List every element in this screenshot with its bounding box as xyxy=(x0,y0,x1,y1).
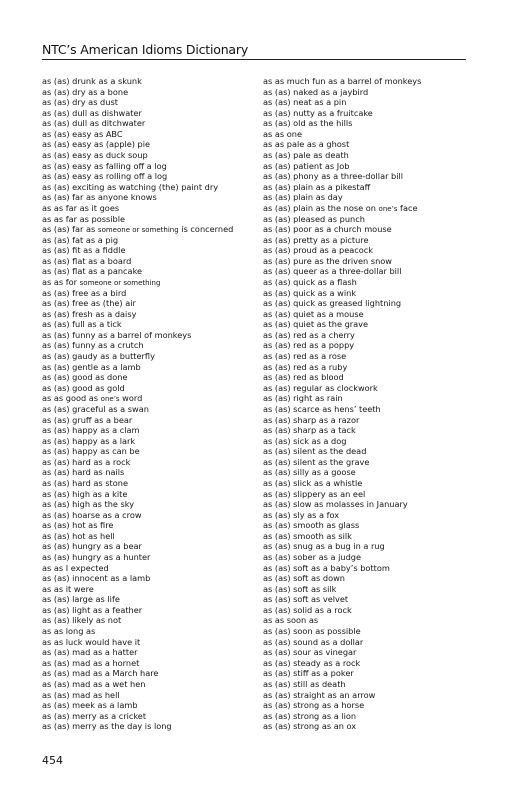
entry-text: as (as) patient as Job xyxy=(263,160,350,171)
entry-text: as (as) sharp as a razor xyxy=(263,414,360,425)
entry-text: as (as) strong as an ox xyxy=(263,721,357,732)
entry-text: as (as) high as the sky xyxy=(42,499,135,510)
entry-text: as (as) merry as the day is long xyxy=(42,721,172,732)
idiom-entry xyxy=(263,76,473,87)
idiom-entry xyxy=(42,351,252,362)
idiom-entry xyxy=(42,679,252,690)
idiom-entry xyxy=(42,594,252,605)
entry-text: as (as) sober as a judge xyxy=(263,552,362,563)
idiom-entry xyxy=(263,150,473,161)
entry-text: as (as) proud as a peacock xyxy=(263,245,374,256)
entry-text: as (as) good as gold xyxy=(42,382,125,393)
entry-text: as (as) graceful as a swan xyxy=(42,403,149,414)
entry-text: as (as) quick as a flash xyxy=(263,276,357,287)
entry-text: as (as) pure as the driven snow xyxy=(263,255,392,266)
entry-text: as (as) happy as a clam xyxy=(42,425,140,436)
idiom-entry xyxy=(263,383,473,394)
idiom-entry xyxy=(42,298,252,309)
entry-text: as (as) scarce as hens’ teeth xyxy=(263,403,381,414)
entry-text: as (as) nutty as a fruitcake xyxy=(263,107,373,118)
entry-text: as (as) hot as hell xyxy=(42,530,115,541)
idiom-entry xyxy=(263,309,473,320)
entry-text: as (as) funny as a crutch xyxy=(42,340,144,351)
entry-text: as (as) red as a ruby xyxy=(263,361,348,372)
entry-text: as (as) gruff as a bear xyxy=(42,414,133,425)
entry-text: as (as) meek as a lamb xyxy=(42,700,138,711)
entry-text: as as far as possible xyxy=(42,213,126,224)
idiom-entry xyxy=(42,256,252,267)
entry-text: as (as) funny as a barrel of monkeys xyxy=(42,329,192,340)
idiom-entry xyxy=(42,118,252,129)
idiom-entry xyxy=(42,245,252,256)
idiom-entry xyxy=(42,489,252,500)
entry-text: as (as) smooth as silk xyxy=(263,530,352,541)
entry-text: as (as) sly as a fox xyxy=(263,509,340,520)
idiom-entry xyxy=(42,139,252,150)
idiom-entry xyxy=(263,457,473,468)
entry-text: as (as) happy as a lark xyxy=(42,435,136,446)
idiom-entry xyxy=(42,690,252,701)
entry-text: as (as) hoarse as a crow xyxy=(42,509,142,520)
entry-text: as (as) silent as the grave xyxy=(263,456,370,467)
entry-text: as (as) red as a rose xyxy=(263,351,347,362)
entry-text: as as pale as a ghost xyxy=(263,139,350,150)
page-number: 454 xyxy=(42,754,63,767)
idiom-entry xyxy=(42,76,252,87)
entry-text: as (as) red as a cherry xyxy=(263,329,355,340)
placeholder-word: one’s xyxy=(100,395,120,404)
entry-text: as (as) light as a feather xyxy=(42,604,143,615)
idiom-entry xyxy=(263,298,473,309)
idiom-entry xyxy=(263,478,473,489)
idiom-entry xyxy=(42,446,252,457)
entry-text: face xyxy=(397,202,418,213)
entry-text: as (as) hot as fire xyxy=(42,520,114,531)
idiom-entry xyxy=(42,425,252,436)
idiom-entry xyxy=(263,679,473,690)
entry-text: as (as) mad as a wet hen xyxy=(42,678,146,689)
idiom-entry xyxy=(263,541,473,552)
entry-text: as (as) slow as molasses in January xyxy=(263,499,408,510)
idiom-entry xyxy=(42,277,252,288)
idiom-entry xyxy=(263,415,473,426)
entry-text: as (as) silent as the dead xyxy=(263,446,367,457)
entry-text: as (as) solid as a rock xyxy=(263,604,352,615)
entry-text: as (as) quiet as a mouse xyxy=(263,308,364,319)
idiom-entry xyxy=(263,87,473,98)
idiom-entry xyxy=(42,531,252,542)
entry-text: as (as) good as done xyxy=(42,372,128,383)
idiom-entry xyxy=(263,499,473,510)
idiom-entry xyxy=(42,615,252,626)
idiom-entry xyxy=(42,214,252,225)
idiom-entry xyxy=(263,288,473,299)
entry-text: as (as) fit as a fiddle xyxy=(42,245,126,256)
entry-text: as (as) happy as can be xyxy=(42,446,140,457)
idiom-entry xyxy=(42,520,252,531)
idiom-entry xyxy=(42,510,252,521)
idiom-entry xyxy=(42,97,252,108)
entry-text: as (as) sour as vinegar xyxy=(263,647,357,658)
idiom-entry xyxy=(42,658,252,669)
idiom-entry xyxy=(263,700,473,711)
idiom-entry xyxy=(263,245,473,256)
entry-text: as (as) red as blood xyxy=(263,372,344,383)
idiom-entry xyxy=(42,383,252,394)
idiom-entry xyxy=(263,647,473,658)
idiom-entry xyxy=(263,372,473,383)
idiom-entry xyxy=(263,573,473,584)
idiom-entry xyxy=(263,584,473,595)
idiom-entry xyxy=(42,182,252,193)
entry-text: as (as) regular as clockwork xyxy=(263,382,378,393)
entry-text: as (as) gentle as a lamb xyxy=(42,361,141,372)
entry-text: as (as) mad as hell xyxy=(42,689,120,700)
entry-text: word xyxy=(119,393,143,404)
idiom-entry xyxy=(42,224,252,235)
entry-text: as as long as xyxy=(42,626,96,637)
entry-text: as (as) free as (the) air xyxy=(42,298,136,309)
entry-text: as (as) old as the hills xyxy=(263,118,353,129)
idiom-entry xyxy=(263,711,473,722)
entry-text: as (as) silly as a goose xyxy=(263,467,356,478)
entry-text: as (as) easy as rolling off a log xyxy=(42,171,168,182)
idiom-entry xyxy=(42,150,252,161)
placeholder-word: someone or something xyxy=(97,226,179,235)
idiom-entry xyxy=(42,541,252,552)
idiom-entry xyxy=(263,340,473,351)
idiom-entry xyxy=(42,309,252,320)
entry-text: as (as) innocent as a lamb xyxy=(42,573,151,584)
entry-text: as (as) drunk as a skunk xyxy=(42,76,142,86)
idiom-entry xyxy=(263,489,473,500)
entry-text: as (as) hungry as a bear xyxy=(42,541,142,552)
entry-text: as (as) smooth as glass xyxy=(263,520,360,531)
idiom-entry xyxy=(263,615,473,626)
entry-text: as (as) dry as a bone xyxy=(42,86,129,97)
idiom-entry xyxy=(42,436,252,447)
left-entry-column xyxy=(42,76,252,732)
idiom-entry xyxy=(42,668,252,679)
idiom-entry xyxy=(263,266,473,277)
entry-text: as as much fun as a barrel of monkeys xyxy=(263,76,422,86)
idiom-entry xyxy=(42,288,252,299)
entry-text: as (as) likely as not xyxy=(42,615,122,626)
idiom-entry xyxy=(263,256,473,267)
idiom-entry xyxy=(263,214,473,225)
idiom-entry xyxy=(42,637,252,648)
idiom-entry xyxy=(42,415,252,426)
entry-text: as (as) soft as velvet xyxy=(263,594,349,605)
idiom-entry xyxy=(263,161,473,172)
idiom-entry xyxy=(42,235,252,246)
entry-text: as (as) plain as day xyxy=(263,192,343,203)
idiom-entry xyxy=(42,573,252,584)
idiom-entry xyxy=(263,531,473,542)
idiom-entry xyxy=(263,721,473,732)
entry-text: as (as) easy as (apple) pie xyxy=(42,139,151,150)
entry-text: as (as) large as life xyxy=(42,594,120,605)
idiom-entry xyxy=(42,552,252,563)
entry-text: as (as) soft as silk xyxy=(263,583,337,594)
entry-text: as (as) neat as a pin xyxy=(263,97,347,108)
idiom-entry xyxy=(42,330,252,341)
idiom-entry xyxy=(263,637,473,648)
entry-text: as (as) slippery as an eel xyxy=(263,488,366,499)
idiom-entry xyxy=(263,658,473,669)
entry-text: as (as) soft as down xyxy=(263,573,345,584)
entry-text: as (as) dull as ditchwater xyxy=(42,118,146,129)
entry-text: as (as) dull as dishwater xyxy=(42,107,142,118)
right-entry-column xyxy=(263,76,473,732)
entry-text: as (as) exciting as watching (the) paint dry xyxy=(42,181,219,192)
idiom-entry xyxy=(42,457,252,468)
entry-text: as (as) fresh as a daisy xyxy=(42,308,137,319)
entry-text: as (as) flat as a pancake xyxy=(42,266,143,277)
idiom-entry xyxy=(263,108,473,119)
idiom-entry xyxy=(263,690,473,701)
entry-text: as (as) soft as a baby’s bottom xyxy=(263,562,390,573)
entry-text: as (as) right as rain xyxy=(263,393,343,404)
idiom-entry xyxy=(263,362,473,373)
entry-text: as (as) pleased as punch xyxy=(263,213,365,224)
idiom-entry xyxy=(263,330,473,341)
entry-text: as (as) far as anyone knows xyxy=(42,192,157,203)
entry-text: as (as) poor as a church mouse xyxy=(263,224,392,235)
idiom-entry xyxy=(42,700,252,711)
entry-text: as (as) sound as a dollar xyxy=(263,636,364,647)
entry-text: as (as) hungry as a hunter xyxy=(42,552,151,563)
idiom-entry xyxy=(42,372,252,383)
entry-text: is concerned xyxy=(178,224,234,235)
idiom-entry xyxy=(42,87,252,98)
placeholder-word: one’s xyxy=(378,204,398,213)
entry-text: as as luck would have it xyxy=(42,636,141,647)
idiom-entry xyxy=(42,605,252,616)
idiom-entry xyxy=(263,668,473,679)
idiom-entry xyxy=(263,425,473,436)
entry-text: as (as) quick as greased lightning xyxy=(263,298,402,309)
idiom-entry xyxy=(42,362,252,373)
entry-text: as (as) gaudy as a butterfly xyxy=(42,351,155,362)
entry-text: as (as) plain as the nose on xyxy=(263,202,379,213)
entry-text: as (as) phony as a three-dollar bill xyxy=(263,171,404,182)
entry-text: as as one xyxy=(263,128,303,139)
idiom-entry xyxy=(263,436,473,447)
entry-text: as as soon as xyxy=(263,615,319,626)
idiom-entry xyxy=(42,319,252,330)
page-header-title: NTC’s American Idioms Dictionary xyxy=(42,42,249,57)
idiom-entry xyxy=(263,277,473,288)
idiom-entry xyxy=(263,605,473,616)
entry-text: as (as) easy as ABC xyxy=(42,128,123,139)
idiom-entry xyxy=(42,404,252,415)
entry-text: as (as) red as a poppy xyxy=(263,340,355,351)
entry-text: as (as) still as death xyxy=(263,678,346,689)
idiom-entry xyxy=(263,203,473,214)
entry-text: as (as) slick as a whistle xyxy=(263,477,363,488)
entry-text: as (as) sick as a dog xyxy=(263,435,347,446)
entry-text: as as for xyxy=(42,276,80,287)
idiom-entry xyxy=(42,108,252,119)
idiom-entry xyxy=(42,129,252,140)
entry-text: as as I expected xyxy=(42,562,109,573)
idiom-entry xyxy=(263,171,473,182)
entry-text: as (as) pale as death xyxy=(263,150,349,161)
idiom-entry xyxy=(263,118,473,129)
idiom-entry xyxy=(42,393,252,404)
idiom-entry xyxy=(263,224,473,235)
idiom-entry xyxy=(42,467,252,478)
idiom-entry xyxy=(42,647,252,658)
idiom-entry xyxy=(42,721,252,732)
idiom-entry xyxy=(263,552,473,563)
idiom-entry xyxy=(42,626,252,637)
entry-text: as (as) plain as a pikestaff xyxy=(263,181,371,192)
idiom-entry xyxy=(263,235,473,246)
idiom-entry xyxy=(263,626,473,637)
idiom-entry xyxy=(42,266,252,277)
idiom-entry xyxy=(263,467,473,478)
header-rule xyxy=(42,59,466,60)
entry-text: as (as) stiff as a poker xyxy=(263,668,354,679)
entry-text: as as far as it goes xyxy=(42,202,120,213)
entry-text: as (as) high as a kite xyxy=(42,488,128,499)
entry-text: as (as) quiet as the grave xyxy=(263,319,369,330)
idiom-entry xyxy=(42,340,252,351)
entry-text: as as it were xyxy=(42,583,94,594)
idiom-entry xyxy=(42,478,252,489)
entry-text: as as good as xyxy=(42,393,101,404)
entry-text: as (as) pretty as a picture xyxy=(263,234,369,245)
idiom-entry xyxy=(263,510,473,521)
entry-text: as (as) mad as a March hare xyxy=(42,668,159,679)
idiom-entry xyxy=(263,129,473,140)
entry-text: as (as) queer as a three-dollar bill xyxy=(263,266,402,277)
entry-text: as (as) hard as a rock xyxy=(42,456,131,467)
idiom-entry xyxy=(263,446,473,457)
entry-text: as (as) quick as a wink xyxy=(263,287,357,298)
idiom-entry xyxy=(42,171,252,182)
entry-text: as (as) soon as possible xyxy=(263,626,361,637)
idiom-entry xyxy=(42,203,252,214)
entry-text: as (as) snug as a bug in a rug xyxy=(263,541,385,552)
entry-text: as (as) strong as a lion xyxy=(263,710,357,721)
entry-text: as (as) hard as nails xyxy=(42,467,125,478)
entry-text: as (as) mad as a hatter xyxy=(42,647,138,658)
entry-text: as (as) sharp as a tack xyxy=(263,425,356,436)
idiom-entry xyxy=(263,520,473,531)
placeholder-word: someone or something xyxy=(79,278,161,287)
entry-text: as (as) flat as a board xyxy=(42,255,132,266)
idiom-entry xyxy=(263,404,473,415)
entry-text: as (as) straight as an arrow xyxy=(263,689,376,700)
entry-text: as (as) naked as a jaybird xyxy=(263,86,369,97)
idiom-entry xyxy=(42,499,252,510)
entry-text: as (as) far as xyxy=(42,224,98,235)
entry-text: as (as) strong as a horse xyxy=(263,700,365,711)
idiom-entry xyxy=(263,182,473,193)
entry-text: as (as) easy as falling off a log xyxy=(42,160,167,171)
idiom-entry xyxy=(263,594,473,605)
idiom-entry xyxy=(263,393,473,404)
entry-text: as (as) mad as a hornet xyxy=(42,657,140,668)
entry-text: as (as) full as a tick xyxy=(42,319,122,330)
entry-text: as (as) hard as stone xyxy=(42,477,128,488)
entry-text: as (as) free as a bird xyxy=(42,287,127,298)
entry-text: as (as) merry as a cricket xyxy=(42,710,147,721)
entry-text: as (as) fat as a pig xyxy=(42,234,119,245)
idiom-entry xyxy=(263,319,473,330)
idiom-entry xyxy=(263,192,473,203)
idiom-entry xyxy=(42,192,252,203)
idiom-entry xyxy=(263,139,473,150)
entry-text: as (as) steady as a rock xyxy=(263,657,361,668)
idiom-entry xyxy=(42,584,252,595)
idiom-entry xyxy=(42,711,252,722)
idiom-entry xyxy=(263,97,473,108)
idiom-entry xyxy=(42,563,252,574)
entry-text: as (as) easy as duck soup xyxy=(42,150,148,161)
idiom-entry xyxy=(42,161,252,172)
entry-text: as (as) dry as dust xyxy=(42,97,118,108)
idiom-entry xyxy=(263,351,473,362)
idiom-entry xyxy=(263,563,473,574)
